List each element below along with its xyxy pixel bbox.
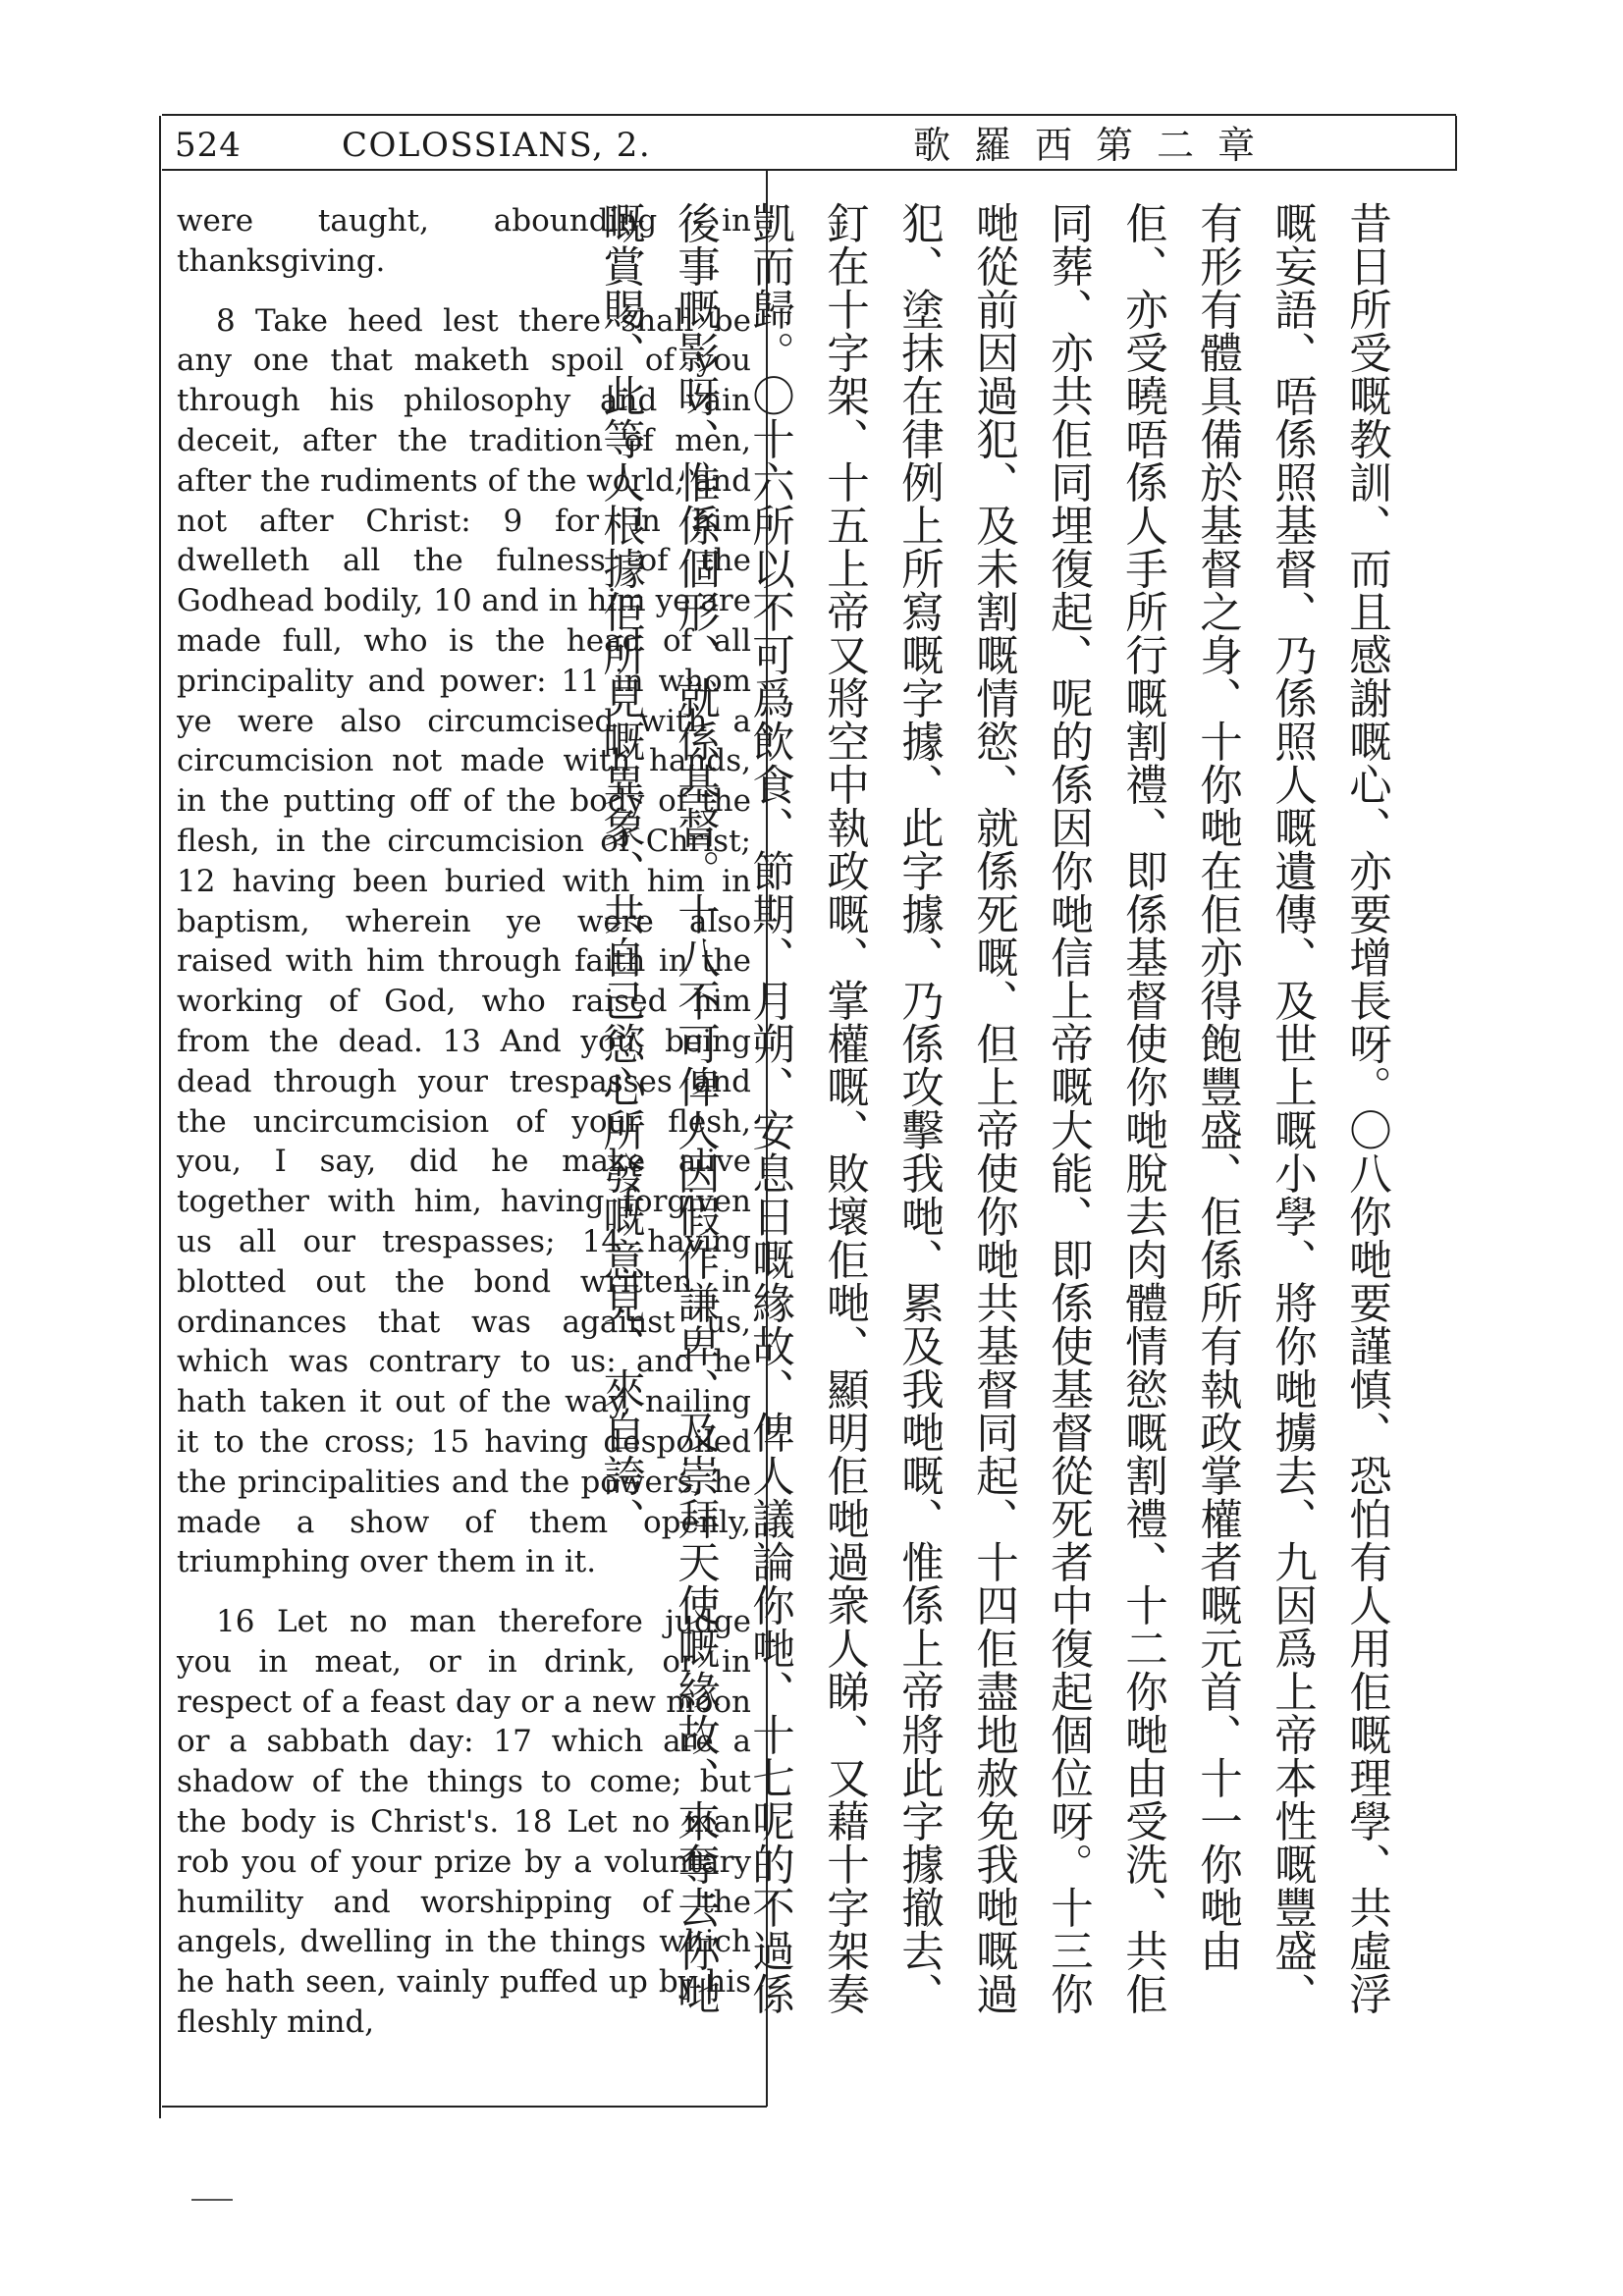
english-paragraph-1: were taught, abounding in thanksgiving. (177, 203, 751, 279)
page-number: 524 (175, 126, 242, 165)
english-paragraph-2: 8 Take heed lest there shall be any one that maketh spoil of you through his philosophy and vain deceit, after the tradition of men, after the rudiments of the world, and not after Christ: 9 for in him dwelleth all the fulness of the Godhead bodily, 10 and in him ye are made full, who is the head of all principality and power: 11 in whom ye were also circumcised with a circumcision not made with hands, in the putting off of the body of the flesh, in the circumcision of Christ; 12 having been buried with him in baptism, wherein ye were also raised with him through faith in the working of God, who raised him from the dead. 13 And you, being dead through your trespasses and the uncircumcision of your flesh, you, I say, did he make alive together with him, having forgiven us all our trespasses; 14 having blotted out the bond written in ordinances that was against us, which was contrary to us: and he hath taken it out of the way, nailing it to the cross; 15 having despoiled the principalities and the powers, he made a show of them openly, triumphing over them in it. (177, 302, 751, 1580)
running-title: COLOSSIANS, 2. (342, 126, 652, 165)
right-border-line (1455, 116, 1457, 171)
footer-rule (162, 2106, 767, 2108)
header-top-rule (162, 114, 1456, 116)
left-border-line (159, 116, 161, 2118)
english-paragraph-3: 16 Let no man therefore judge you in meat, or in drink, or in respect of a feast day or a new moon or a sabbath day: 17 which are a shadow of the things to come; but the body is Christ's. 18 Let no man rob you of your prize by a voluntary humility and worshipping of the angels, dwelling in the things which he hath seen, vainly puffed up by his fleshly mind, (177, 1604, 751, 2041)
chinese-title: 歌羅西第二章 (913, 124, 1279, 167)
footer-mark (191, 2199, 233, 2201)
header-bottom-rule (162, 169, 1456, 171)
chinese-text-column: 昔日所受嘅教訓、而且感謝嘅心、亦要增長呀。〇八你哋要謹慎、恐怕有人用佢嘅理學、共虛浮嘅妄語、唔係照基督、乃係照人嘅遺傳、及世上嘅小學、將你哋擄去、九因爲上帝本性嘅豐盛、有形有體具備於基督之身、十你哋在佢亦得飽豐盛、佢係所有執政掌權者嘅元首、十一你哋由佢、亦受曉唔係人手所行嘅割禮、即係基督使你哋脫去肉體情慾嘅割禮、十二你哋由受洗、共佢同葬、亦共佢同埋復起、呢的係因你哋信上帝嘅大能、即係使基督從死者中復起個位呀。十三你哋從前因過犯、及未割嘅情慾、就係死嘅、但上帝使你哋共基督同起、十四佢盡地赦免我哋嘅過犯、塗抹在律例上所寫嘅字據、此字據、乃係攻擊我哋、累及我哋嘅、惟係上帝將此字據撤去、釘在十字架、十五上帝又將空中執政嘅、掌權嘅、敗壞佢哋、顯明佢哋過衆人睇、又藉十字架奏凱而歸。〇十六所以不可爲飲食、節期、月朔、安息日嘅緣故、俾人議論你哋、十七呢的不過係後事嘅影呀、惟係個形、就係基督。十八不可俾人因假作謙卑、及崇拜天使嘅緣故、來奪去你哋嘅賞賜、此等人根據佢所見嘅異象、共自己慾心所發嘅意見、來自誇、 (596, 201, 1391, 2015)
